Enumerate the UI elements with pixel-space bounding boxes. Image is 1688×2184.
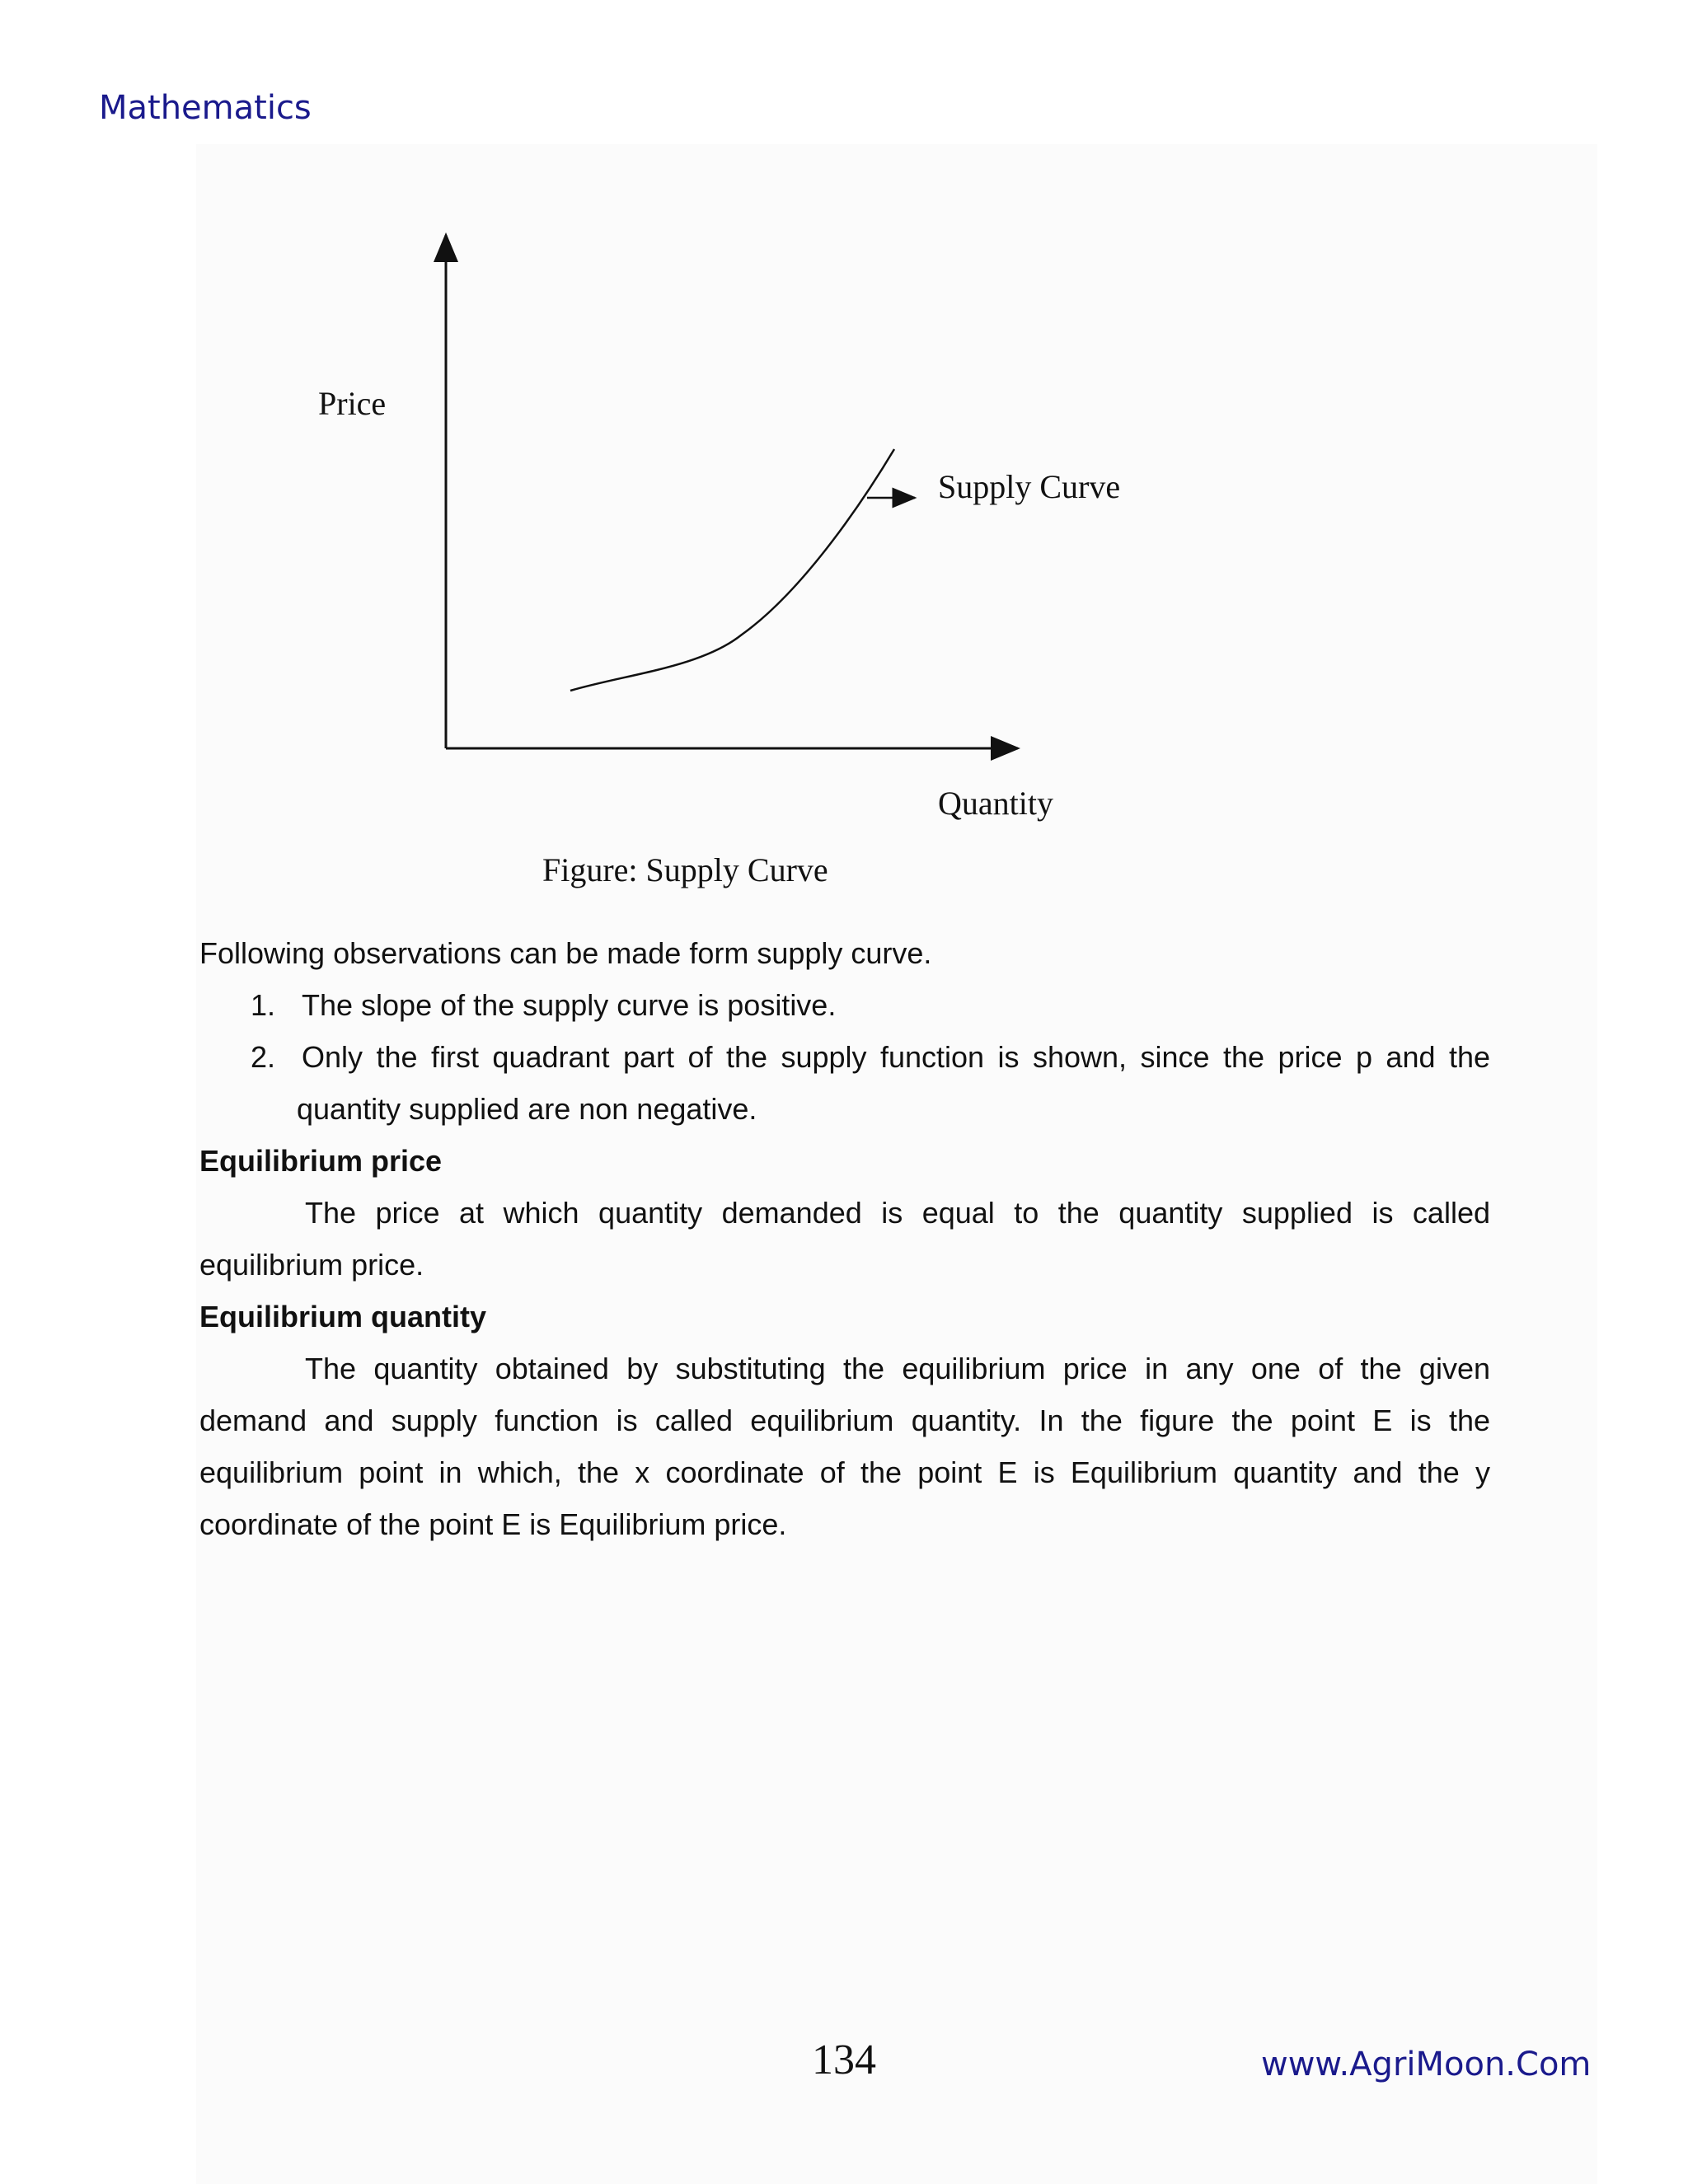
supply-curve-figure <box>0 0 1688 907</box>
page-number: 134 <box>812 2036 876 2083</box>
list-item <box>199 1031 1490 1083</box>
paragraph-line: The price at which quantity demanded is equal to the quantity supplied is called <box>305 1196 1490 1230</box>
section-heading: Equilibrium quantity <box>199 1300 486 1333</box>
supply-curve <box>570 449 894 691</box>
list-number: 1. <box>251 988 276 1022</box>
list-number: 2. <box>251 1040 276 1074</box>
list-item <box>199 979 1490 1031</box>
y-axis-label: Price <box>318 385 387 422</box>
body-text <box>199 927 1490 1550</box>
curve-label: Supply Curve <box>938 468 1121 505</box>
website-link[interactable]: www.AgriMoon.Com <box>1261 2046 1592 2083</box>
list-text: The slope of the supply curve is positive. <box>302 988 837 1022</box>
section-heading: Equilibrium price <box>199 1144 443 1178</box>
figure-caption: Figure: Supply Curve <box>542 851 828 888</box>
header-title: Mathematics <box>99 89 312 127</box>
paragraph-line: equilibrium price. <box>199 1248 424 1282</box>
paragraph-line: coordinate of the point E is Equilibrium price. <box>199 1507 787 1541</box>
x-axis-label: Quantity <box>938 785 1053 822</box>
paragraph-line: The quantity obtained by substituting the equilibrium price in any one of the given <box>305 1352 1490 1385</box>
paragraph-line: demand and supply function is called equilibrium quantity. In the figure the point E is the <box>199 1404 1490 1437</box>
intro-paragraph: Following observations can be made form supply curve. <box>199 936 932 970</box>
list-item-continuation: quantity supplied are non negative. <box>297 1092 757 1126</box>
list-text: Only the first quadrant part of the supply function is shown, since the price p and the <box>302 1040 1490 1074</box>
paragraph-line: equilibrium point in which, the x coordinate of the point E is Equilibrium quantity and the y <box>199 1455 1490 1489</box>
